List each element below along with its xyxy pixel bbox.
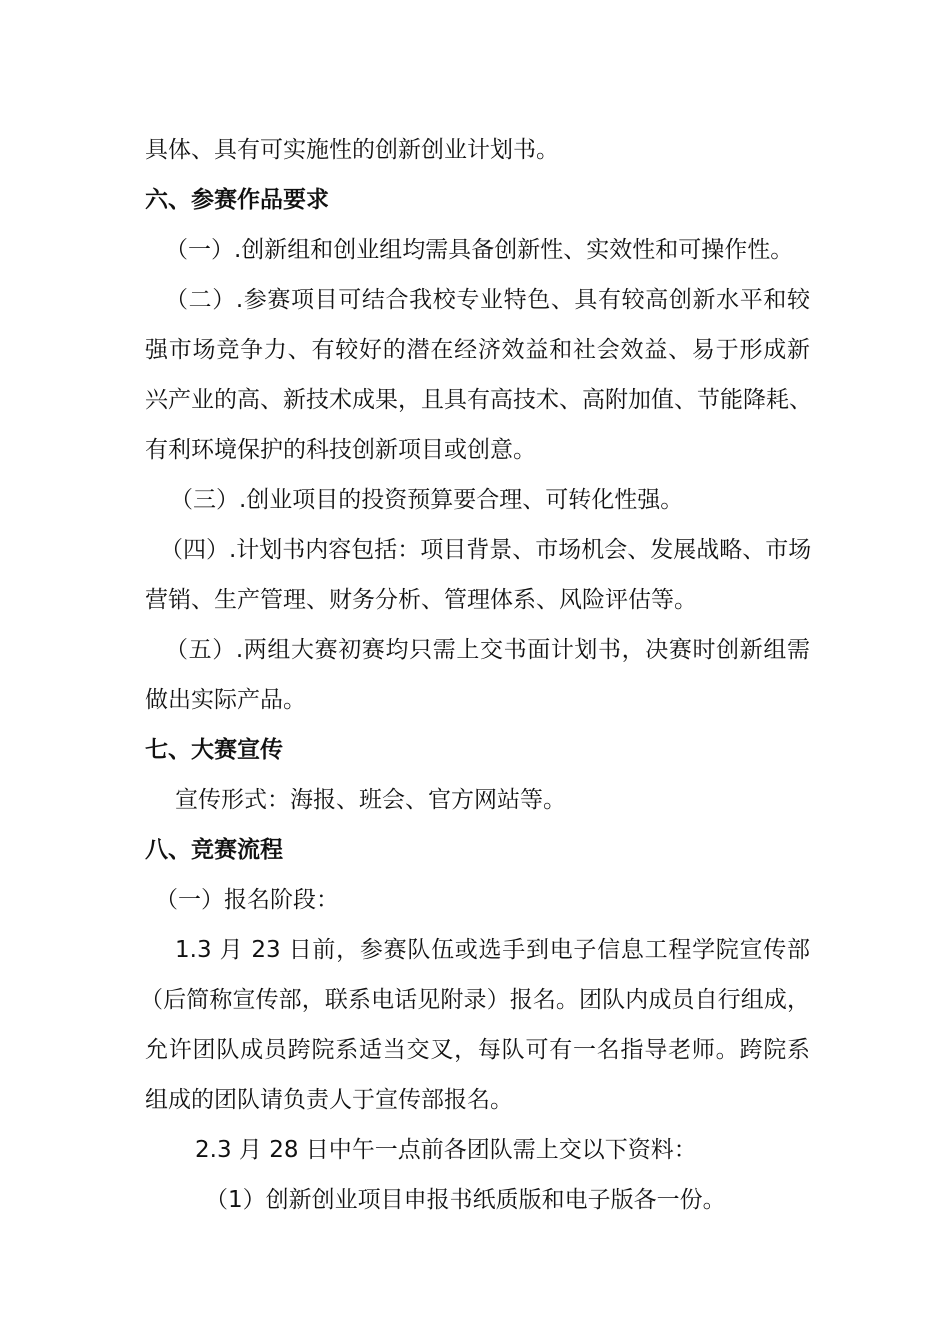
- paragraph-line: 兴产业的高、新技术成果，且具有高技术、高附加值、节能降耗、: [145, 387, 812, 413]
- paragraph-line: （二）.参赛项目可结合我校专业特色、具有较高创新水平和较: [165, 287, 810, 313]
- paragraph-line: （五）.两组大赛初赛均只需上交书面计划书，决赛时创新组需: [165, 637, 810, 663]
- paragraph-line: 宣传形式：海报、班会、官方网站等。: [175, 787, 566, 813]
- paragraph-line: （1）创新创业项目申报书纸质版和电子版各一份。: [205, 1187, 726, 1213]
- paragraph-line: （三）.创业项目的投资预算要合理、可转化性强。: [170, 487, 684, 513]
- paragraph-line: 2.3 月 28 日中午一点前各团队需上交以下资料：: [195, 1137, 697, 1163]
- subsection-heading: （一）报名阶段：: [155, 887, 339, 913]
- paragraph-line: 有利环境保护的科技创新项目或创意。: [145, 437, 536, 463]
- paragraph-line: 组成的团队请负责人于宣传部报名。: [145, 1087, 513, 1113]
- paragraph-line: 营销、生产管理、财务分析、管理体系、风险评估等。: [145, 587, 697, 613]
- paragraph-line: （一）.创新组和创业组均需具备创新性、实效性和可操作性。: [165, 237, 794, 263]
- paragraph-line: 1.3 月 23 日前，参赛队伍或选手到电子信息工程学院宣传部: [175, 937, 810, 963]
- paragraph-line: （四）.计划书内容包括：项目背景、市场机会、发展战略、市场: [160, 537, 812, 563]
- paragraph-line: 做出实际产品。: [145, 687, 306, 713]
- section-heading-six: 六、参赛作品要求: [145, 187, 329, 213]
- paragraph-line: 允许团队成员跨院系适当交叉，每队可有一名指导老师。跨院系: [145, 1037, 810, 1063]
- paragraph-line: 具体、具有可实施性的创新创业计划书。: [145, 137, 559, 163]
- section-heading-seven: 七、大赛宣传: [145, 737, 283, 763]
- section-heading-eight: 八、竞赛流程: [145, 837, 283, 863]
- paragraph-line: 强市场竞争力、有较好的潜在经济效益和社会效益、易于形成新: [145, 337, 810, 363]
- paragraph-line: （后简称宣传部，联系电话见附录）报名。团队内成员自行组成，: [140, 987, 810, 1013]
